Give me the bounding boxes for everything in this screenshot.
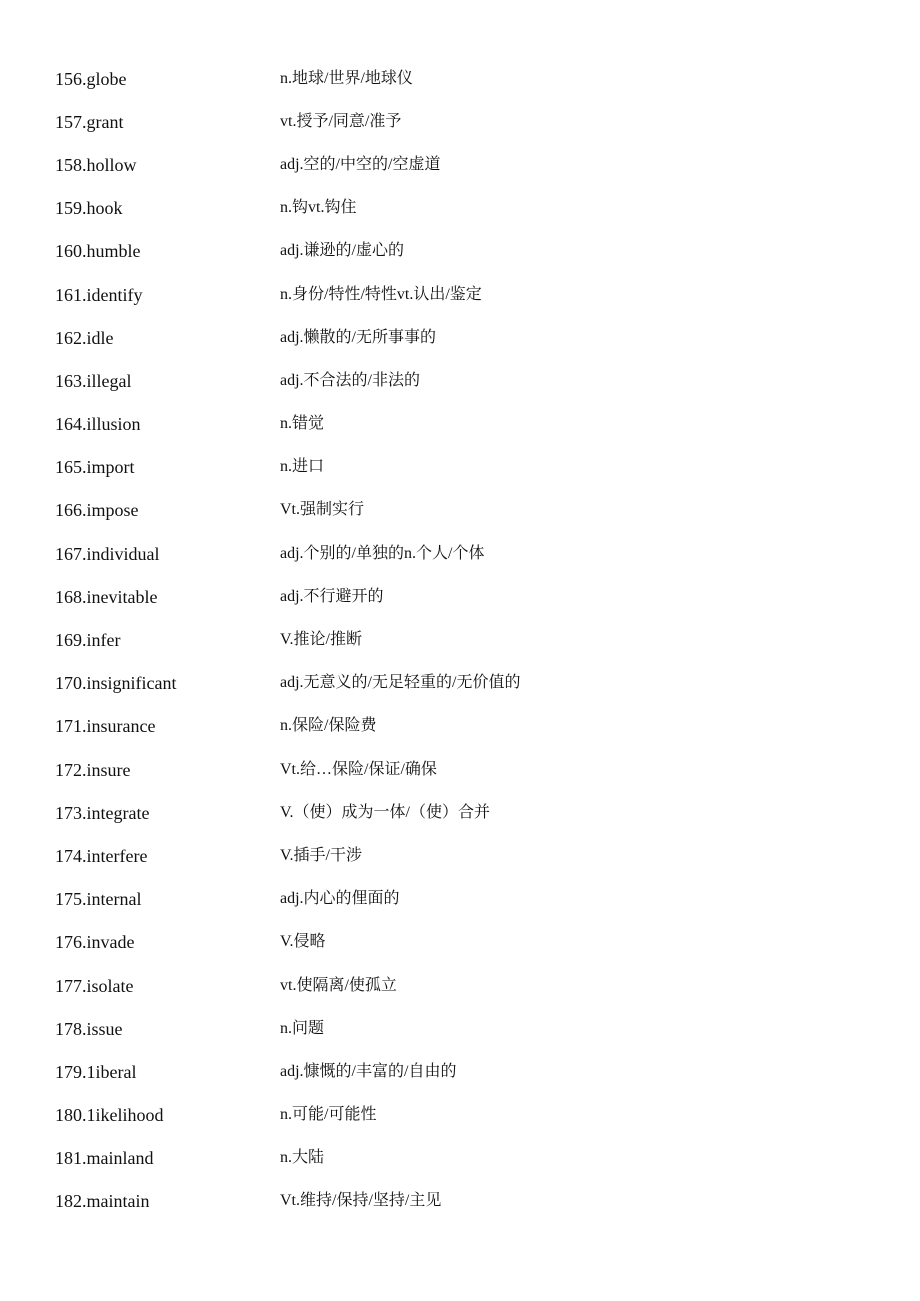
vocab-term: 169.infer: [55, 630, 121, 651]
vocab-entry: [55, 316, 875, 359]
vocab-definition: n.保险/保险费: [280, 717, 377, 735]
vocab-entry: [55, 1050, 875, 1093]
vocab-term: 173.integrate: [55, 802, 150, 823]
vocab-term: 177.isolate: [55, 975, 134, 996]
vocab-term: 164.illusion: [55, 414, 141, 435]
vocab-definition: Vt.给…保险/保证/确保: [280, 760, 437, 778]
vocab-definition: adj.空的/中空的/空虚道: [280, 155, 441, 173]
vocab-term: 167.individual: [55, 543, 160, 564]
vocab-entry: [55, 1007, 875, 1050]
vocab-entry: [55, 143, 875, 186]
vocab-entry: [55, 748, 875, 791]
vocab-term: 174.interfere: [55, 845, 148, 866]
vocab-definition: adj.内心的俚面的: [280, 890, 400, 908]
vocab-definition: n.钩vt.钩住: [280, 199, 357, 217]
vocab-term: 182.maintain: [55, 1191, 150, 1212]
vocab-term: 172.insure: [55, 759, 131, 780]
vocab-definition: vt.授予/同意/准予: [280, 112, 402, 130]
vocab-term: 179.1iberal: [55, 1061, 137, 1082]
vocab-term: 158.hollow: [55, 154, 137, 175]
vocab-definition: V.推论/推断: [280, 631, 362, 649]
vocab-definition: adj.无意义的/无足轻重的/无价值的: [280, 674, 521, 692]
vocab-term: 178.issue: [55, 1018, 123, 1039]
vocab-term: 165.import: [55, 457, 135, 478]
vocab-entry: [55, 57, 875, 100]
vocabulary-list: [55, 57, 875, 1223]
vocab-entry: [55, 575, 875, 618]
vocab-term: 160.humble: [55, 241, 141, 262]
vocab-entry: [55, 187, 875, 230]
vocab-term: 166.impose: [55, 500, 139, 521]
vocab-definition: adj.不合法的/非法的: [280, 371, 420, 389]
vocab-entry: [55, 705, 875, 748]
vocab-entry: [55, 446, 875, 489]
vocab-term: 171.insurance: [55, 716, 156, 737]
vocab-definition: n.地球/世界/地球仪: [280, 69, 413, 87]
vocab-term: 163.illegal: [55, 370, 132, 391]
vocab-definition: n.进口: [280, 458, 325, 476]
vocab-definition: Vt.强制实行: [280, 501, 365, 519]
vocab-definition: n.错觉: [280, 415, 325, 433]
vocab-definition: adj.谦逊的/虚心的: [280, 242, 404, 260]
vocab-entry: [55, 359, 875, 402]
vocab-term: 168.inevitable: [55, 586, 158, 607]
vocab-definition: n.问题: [280, 1019, 325, 1037]
vocab-definition: adj.不行避开的: [280, 587, 384, 605]
vocab-entry: [55, 100, 875, 143]
vocab-definition: V.插手/干涉: [280, 846, 362, 864]
vocab-entry: [55, 1137, 875, 1180]
vocab-entry: [55, 964, 875, 1007]
vocab-entry: [55, 230, 875, 273]
vocab-term: 161.identify: [55, 284, 143, 305]
vocab-definition: V.侵略: [280, 933, 326, 951]
vocab-term: 176.invade: [55, 932, 135, 953]
vocab-entry: [55, 921, 875, 964]
vocab-entry: [55, 403, 875, 446]
vocab-definition: Vt.维持/保持/坚持/主见: [280, 1192, 442, 1210]
vocab-definition: n.可能/可能性: [280, 1106, 377, 1124]
vocab-entry: [55, 489, 875, 532]
vocab-entry: [55, 878, 875, 921]
vocab-entry: [55, 834, 875, 877]
vocab-definition: n.身份/特性/特性vt.认出/鉴定: [280, 285, 482, 303]
vocab-entry: [55, 1094, 875, 1137]
vocab-term: 162.idle: [55, 327, 114, 348]
vocab-term: 181.mainland: [55, 1148, 154, 1169]
vocab-entry: [55, 618, 875, 661]
vocab-entry: [55, 791, 875, 834]
vocab-definition: vt.使隔离/使孤立: [280, 976, 397, 994]
vocab-definition: adj.懒散的/无所事事的: [280, 328, 436, 346]
vocab-definition: n.大陆: [280, 1149, 325, 1167]
vocab-term: 175.internal: [55, 889, 142, 910]
vocab-term: 180.1ikelihood: [55, 1105, 164, 1126]
vocab-term: 159.hook: [55, 198, 123, 219]
vocab-term: 157.grant: [55, 111, 124, 132]
vocab-entry: [55, 1180, 875, 1223]
vocab-term: 170.insignificant: [55, 673, 177, 694]
vocab-entry: [55, 273, 875, 316]
vocab-definition: adj.个别的/单独的n.个人/个体: [280, 544, 485, 562]
vocab-definition: V.（使）成为一体/（使）合并: [280, 803, 490, 821]
vocab-term: 156.globe: [55, 68, 127, 89]
vocab-entry: [55, 532, 875, 575]
vocab-definition: adj.慷慨的/丰富的/自由的: [280, 1062, 457, 1080]
vocab-entry: [55, 662, 875, 705]
